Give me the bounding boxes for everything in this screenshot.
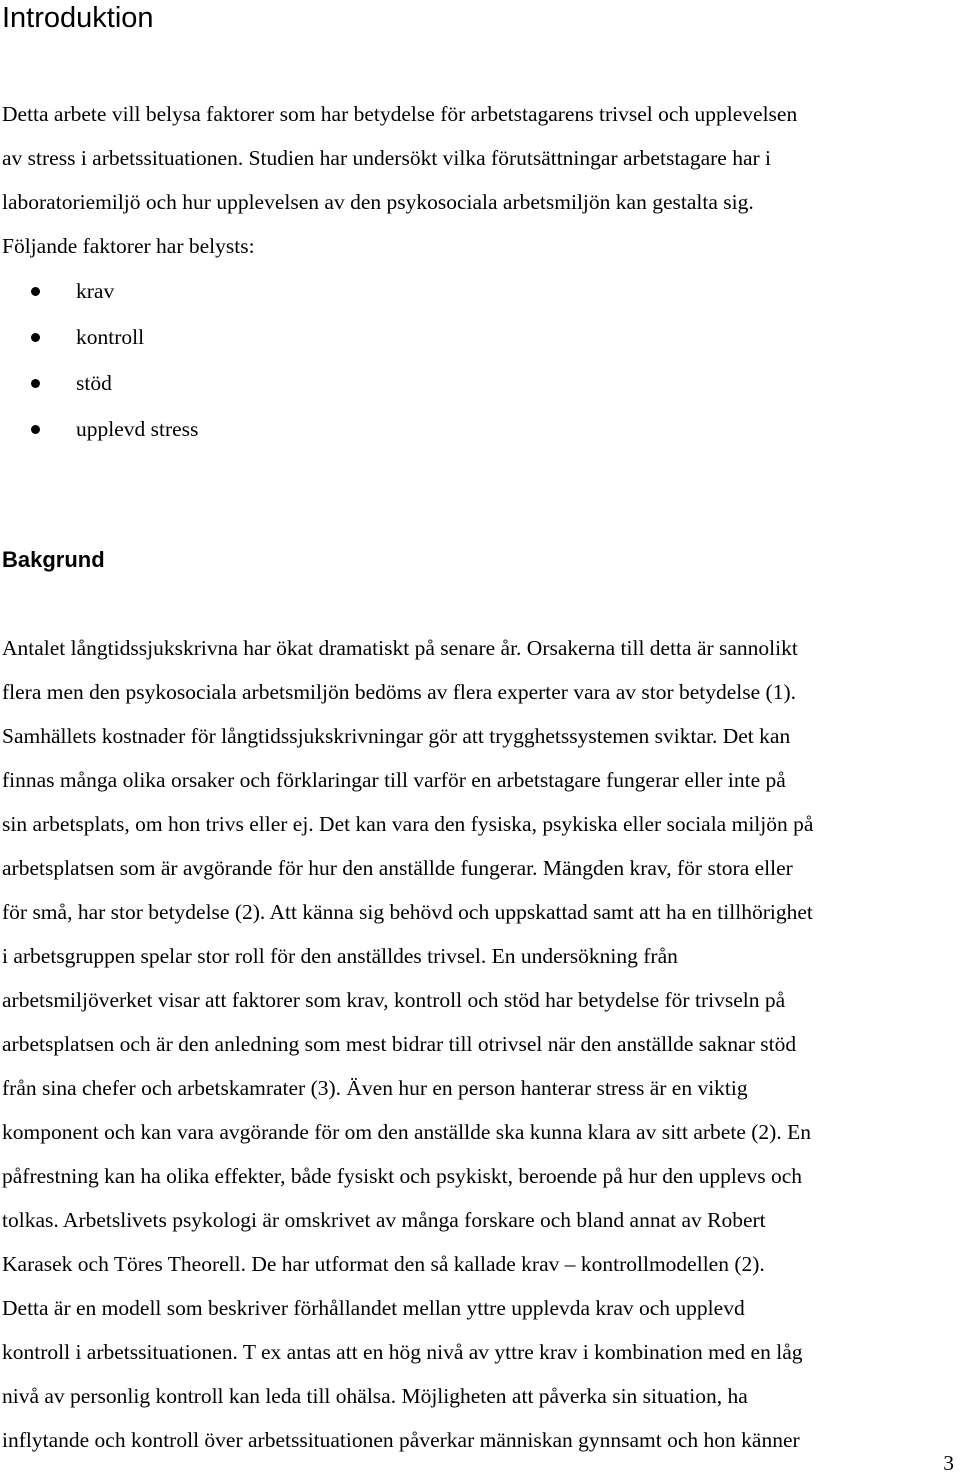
text-line: flera men den psykosociala arbetsmiljön bedöms av flera experter vara av stor betydelse (1).: [2, 680, 796, 704]
text-line: Detta är en modell som beskriver förhållandet mellan yttre upplevda krav och upplevd: [2, 1296, 745, 1320]
text-line: laboratoriemiljö och hur upplevelsen av den psykosociala arbetsmiljön kan gestalta sig.: [2, 190, 754, 214]
text-line: Följande faktorer har belysts:: [2, 234, 255, 258]
text-line: nivå av personlig kontroll kan leda till ohälsa. Möjligheten att påverka sin situation, ha: [2, 1384, 748, 1408]
page-number: 3: [943, 1451, 954, 1475]
bullet-icon: [31, 333, 40, 342]
text-line: arbetsplatsen som är avgörande för hur den anställde fungerar. Mängden krav, för stora eller: [2, 856, 793, 880]
list-item-text: upplevd stress: [76, 417, 199, 441]
background-paragraph: [2, 626, 958, 1462]
section-heading-introduktion: Introduktion: [2, 2, 154, 34]
text-line: av stress i arbetssituationen. Studien har undersökt vilka förutsättningar arbetstagare har i: [2, 146, 772, 170]
text-line: påfrestning kan ha olika effekter, både fysiskt och psykiskt, beroende på hur den upplevs och: [2, 1164, 802, 1188]
text-line: Antalet långtidssjukskrivna har ökat dramatiskt på senare år. Orsakerna till detta är sannolikt: [2, 636, 798, 660]
list-item-text: kontroll: [76, 325, 145, 349]
text-line: i arbetsgruppen spelar stor roll för den anställdes trivsel. En undersökning från: [2, 944, 678, 968]
text-line: komponent och kan vara avgörande för om den anställde ska kunna klara av sitt arbete (2). En: [2, 1120, 811, 1144]
text-line: för små, har stor betydelse (2). Att känna sig behövd och uppskattad samt att ha en tillhörighet: [2, 900, 813, 924]
intro-paragraph: [2, 92, 958, 268]
text-line: Samhällets kostnader för långtidssjukskrivningar gör att trygghetssystemen sviktar. Det kan: [2, 724, 791, 748]
text-line: tolkas. Arbetslivets psykologi är omskrivet av många forskare och bland annat av Robert: [2, 1208, 766, 1232]
text-line: inflytande och kontroll över arbetssituationen påverkar människan gynnsamt och hon känner: [2, 1428, 800, 1452]
list-item-text: stöd: [76, 371, 112, 395]
list-item-text: krav: [76, 279, 115, 303]
bullet-icon: [31, 425, 40, 434]
section-heading-bakgrund: Bakgrund: [2, 547, 105, 572]
bullet-icon: [31, 379, 40, 388]
text-line: arbetsplatsen och är den anledning som mest bidrar till otrivsel när den anställde saknar stöd: [2, 1032, 797, 1056]
text-line: kontroll i arbetssituationen. T ex antas att en hög nivå av yttre krav i kombination med en låg: [2, 1340, 803, 1364]
text-line: från sina chefer och arbetskamrater (3). Även hur en person hanterar stress är en viktig: [2, 1076, 748, 1100]
bullet-icon: [31, 287, 40, 296]
text-line: Detta arbete vill belysa faktorer som har betydelse för arbetstagarens trivsel och upplevelsen: [2, 102, 798, 126]
text-line: sin arbetsplats, om hon trivs eller ej. Det kan vara den fysiska, psykiska eller sociala miljön på: [2, 812, 814, 836]
text-line: finnas många olika orsaker och förklaringar till varför en arbetstagare fungerar eller inte på: [2, 768, 786, 792]
text-line: arbetsmiljöverket visar att faktorer som krav, kontroll och stöd har betydelse för trivseln på: [2, 988, 786, 1012]
text-line: Karasek och Töres Theorell. De har utformat den så kallade krav – kontrollmodellen (2).: [2, 1252, 765, 1276]
